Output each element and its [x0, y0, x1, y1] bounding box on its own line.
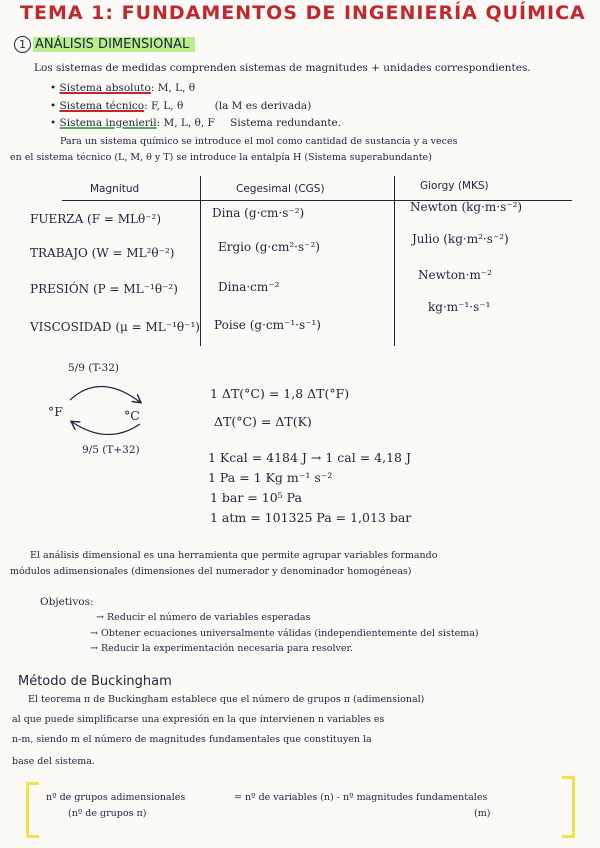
table-cell: FUERZA (F = MLθ⁻²): [30, 212, 162, 226]
table-cell: Newton·m⁻²: [418, 268, 492, 282]
bracket-right: [562, 776, 575, 838]
table-cell: Newton (kg·m·s⁻²): [410, 200, 523, 214]
system-item: • Sistema absoluto: M, L, θ: [50, 82, 196, 94]
table-header: Giorgy (MKS): [420, 180, 489, 192]
analysis-line: módulos adimensionales (dimensiones del numerador y denominador homogéneas): [10, 566, 412, 577]
table-cell: Poise (g·cm⁻¹·s⁻¹): [214, 318, 321, 332]
conversion-right: °C: [124, 408, 140, 423]
objectives-label: Objetivos:: [40, 596, 94, 608]
table-cell: TRABAJO (W = ML²θ⁻²): [30, 246, 175, 260]
equation: 1 bar = 10⁵ Pa: [210, 490, 302, 505]
equation: 1 ΔT(°C) = 1,8 ΔT(°F): [210, 386, 350, 401]
equation: 1 Kcal = 4184 J → 1 cal = 4,18 J: [208, 450, 411, 465]
conversion-top: 5/9 (T-32): [68, 362, 119, 374]
buckingham-line: al que puede simplificarse una expresión en la que intervienen n variables es: [12, 714, 385, 725]
table-cell: PRESIÓN (P = ML⁻¹θ⁻²): [30, 282, 178, 296]
table-cell: VISCOSIDAD (μ = ML⁻¹θ⁻¹): [30, 320, 200, 334]
table-cell: Julio (kg·m²·s⁻²): [412, 232, 509, 246]
table-header: Cegesimal (CGS): [236, 183, 325, 195]
formula-left-sub: (nº de grupos π): [68, 808, 147, 819]
conversion-left: °F: [48, 404, 63, 419]
system-item: • Sistema técnico: F, L, θ (la M es derivada): [50, 100, 312, 112]
table-rule: [200, 176, 201, 346]
table-cell: Ergio (g·cm²·s⁻²): [218, 240, 320, 254]
equation: ΔT(°C) = ΔT(K): [214, 414, 312, 429]
table-header: Magnitud: [90, 183, 140, 195]
system-item: • Sistema ingenieril: M, L, θ, F Sistema redundante.: [50, 117, 342, 129]
buckingham-line: n-m, siendo m el número de magnitudes fundamentales que constituyen la: [12, 734, 372, 745]
arrow-icon: [70, 386, 140, 402]
table-cell: kg·m⁻¹·s⁻¹: [428, 300, 491, 314]
section-heading: [14, 36, 195, 53]
section-heading-text: ANÁLISIS DIMENSIONAL: [33, 37, 195, 52]
table-cell: Dina (g·cm·s⁻²): [212, 206, 305, 220]
objective-item: → Reducir la experimentación necesaria para resolver.: [90, 643, 354, 654]
formula-right-sub: (m): [474, 808, 491, 819]
analysis-line: El análisis dimensional es una herramienta que permite agrupar variables formando: [30, 550, 438, 561]
formula-left: nº de grupos adimensionales: [46, 792, 186, 803]
table-cell: Dina·cm⁻²: [218, 280, 280, 294]
conversion-bottom: 9/5 (T+32): [82, 444, 140, 456]
page-title: TEMA 1: FUNDAMENTOS DE INGENIERÍA QUÍMICA: [20, 2, 586, 24]
section-number: 1: [14, 36, 31, 53]
formula-middle: = nº de variables (n) - nº magnitudes fundamentales: [234, 792, 488, 803]
intro-text: Los sistemas de medidas comprenden sistemas de magnitudes + unidades correspondientes.: [34, 62, 531, 74]
arrow-icon: [72, 422, 140, 435]
objective-item: → Reducir el número de variables esperadas: [96, 612, 311, 623]
paragraph-line: Para un sistema químico se introduce el mol como cantidad de sustancia y a veces: [60, 136, 458, 147]
paragraph-line: en el sistema técnico (L, M, θ y T) se introduce la entalpía H (Sistema superabundante): [10, 152, 432, 163]
buckingham-line: base del sistema.: [12, 756, 95, 767]
equation: 1 atm = 101325 Pa = 1,013 bar: [210, 510, 412, 525]
buckingham-line: El teorema π de Buckingham establece que el número de grupos π (adimensional): [28, 694, 425, 705]
objective-item: → Obtener ecuaciones universalmente válidas (independientemente del sistema): [90, 628, 479, 639]
equation: 1 Pa = 1 Kg m⁻¹ s⁻²: [208, 470, 333, 485]
buckingham-heading: Método de Buckingham: [18, 674, 172, 689]
table-rule: [394, 176, 395, 346]
bracket-left: [26, 782, 39, 838]
